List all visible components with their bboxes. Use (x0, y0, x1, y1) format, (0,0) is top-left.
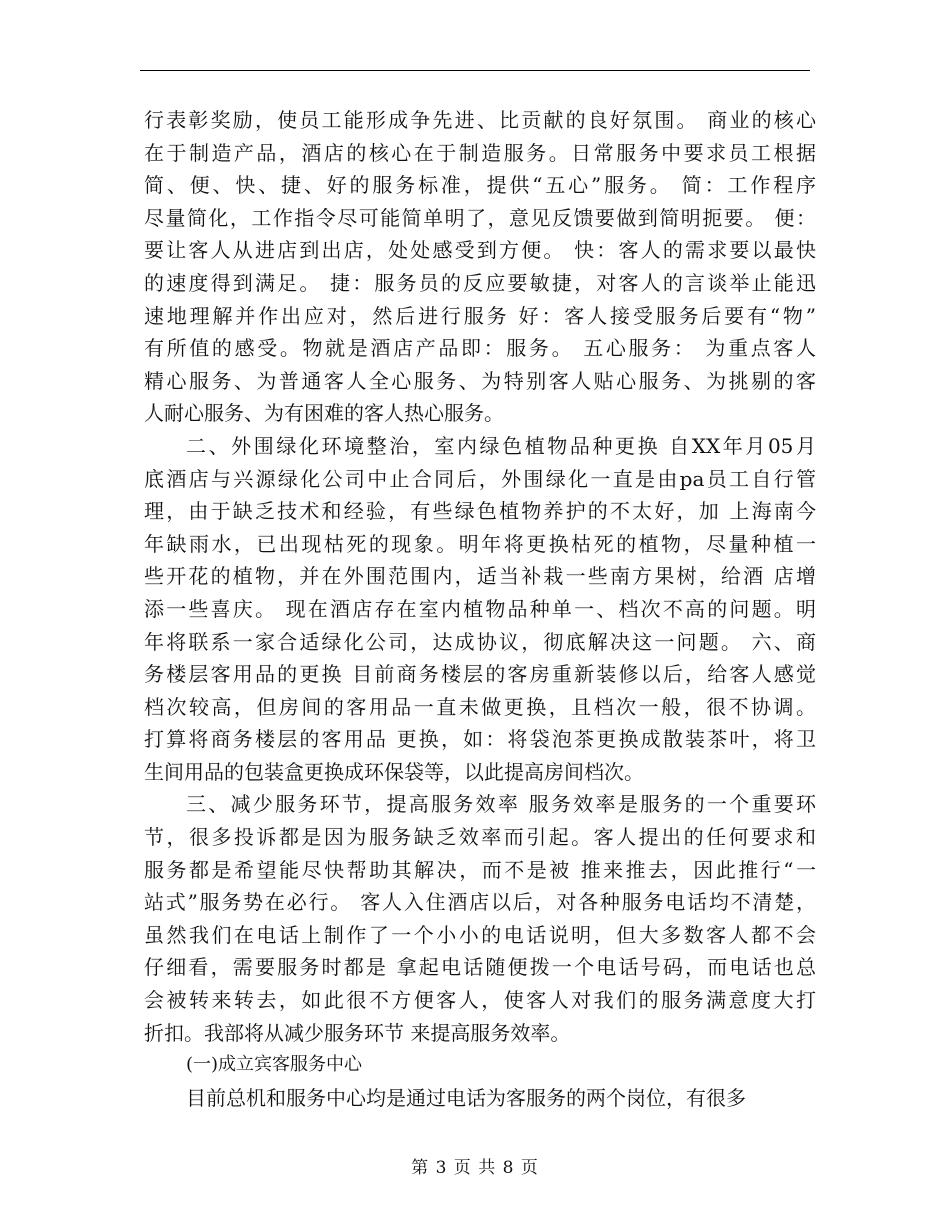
text-line: 理，由于缺乏技术和经验，有些绿色植物养护的不太好，加 上海南今 (144, 499, 816, 524)
text-line: 会被转来转去，如此很不方便客人，使客人对我们的服务满意度大打 (144, 988, 816, 1013)
text-line: 要让客人从进店到出店，处处感受到方便。 快：客人的需求要以最快 (144, 238, 816, 263)
text-line: 尽量简化，工作指令尽可能简单明了，意见反馈要做到简明扼要。 便： (144, 205, 816, 230)
paragraph-2 (144, 430, 816, 789)
page-number: 第 3 页 共 8 页 (411, 1158, 539, 1178)
text-line: 目前总机和服务中心均是通过电话为客服务的两个岗位，有很多 (186, 1085, 746, 1110)
text-line: 的速度得到满足。 捷：服务员的反应要敏捷，对客人的言谈举止能迅 (144, 270, 816, 295)
section-heading-line: 三、减少服务环节，提高服务效率 服务效率是服务的一个重要环 (186, 792, 816, 817)
text-line: 年将联系一家合适绿化公司，达成协议，彻底解决这一问题。 六、商 (144, 629, 816, 654)
text-line: 务楼层客用品的更换 目前商务楼层的客房重新装修以后，给客人感觉 (144, 662, 816, 687)
paragraph-1 (144, 104, 816, 430)
text-line: 在于制造产品，酒店的核心在于制造服务。日常服务中要求员工根据 (144, 140, 816, 165)
subsection-heading: (一)成立宾客服务中心 (186, 1054, 363, 1076)
text-line: 精心服务、为普通客人全心服务、为特别客人贴心服务、为挑剔的客 (144, 368, 816, 393)
text-line: 速地理解并作出应对，然后进行服务 好：客人接受服务后要有“物” (144, 303, 816, 328)
text-line: 底酒店与兴源绿化公司中止合同后，外围绿化一直是由pa员工自行管 (144, 466, 816, 491)
text-line: 添一些喜庆。 现在酒店存在室内植物品种单一、档次不高的问题。明 (144, 596, 816, 621)
text-line: 虽然我们在电话上制作了一个小小的电话说明，但大多数客人都不会 (144, 922, 816, 947)
text-line: 人耐心服务、为有困难的客人热心服务。 (144, 401, 504, 426)
text-line: 有所值的感受。物就是酒店产品即：服务。 五心服务： 为重点客人 (144, 336, 816, 361)
header-rule (140, 70, 810, 71)
paragraph-4 (144, 1049, 816, 1082)
text-line: 档次较高，但房间的客用品一直未做更换，且档次一般，很不协调。 (144, 694, 816, 719)
text-line: 打算将商务楼层的客用品 更换，如：将袋泡茶更换成散装茶叶，将卫 (144, 727, 816, 752)
text-line: 仔细看，需要服务时都是 拿起电话随便拨一个电话号码，而电话也总 (144, 955, 816, 980)
text-line: 简、便、快、捷、好的服务标准，提供“五心”服务。 简：工作程序 (144, 173, 816, 198)
text-line: 服务都是希望能尽快帮助其解决，而不是被 推来推去，因此推行“一 (144, 857, 816, 882)
text-line: 年缺雨水，已出现枯死的现象。明年将更换枯死的植物，尽量种植一 (144, 531, 816, 556)
text-line: 折扣。我部将从减少服务环节 来提高服务效率。 (144, 1020, 571, 1045)
paragraph-5 (144, 1082, 816, 1115)
document-body (144, 104, 816, 1114)
section-heading-line: 二、外围绿化环境整治，室内绿色植物品种更换 自XX年月05月 (186, 433, 816, 458)
text-line: 些开花的植物，并在外围范围内，适当补栽一些南方果树，给酒 店增 (144, 564, 816, 589)
text-line: 节，很多投诉都是因为服务缺乏效率而引起。客人提出的任何要求和 (144, 825, 816, 850)
text-line: 生间用品的包装盒更换成环保袋等，以此提高房间档次。 (144, 759, 644, 784)
text-line: 站式”服务势在必行。 客人入住酒店以后，对各种服务电话均不清楚， (144, 890, 816, 915)
text-line: 行表彰奖励，使员工能形成争先进、比贡献的良好氛围。 商业的核心 (144, 108, 816, 132)
paragraph-3 (144, 788, 816, 1049)
